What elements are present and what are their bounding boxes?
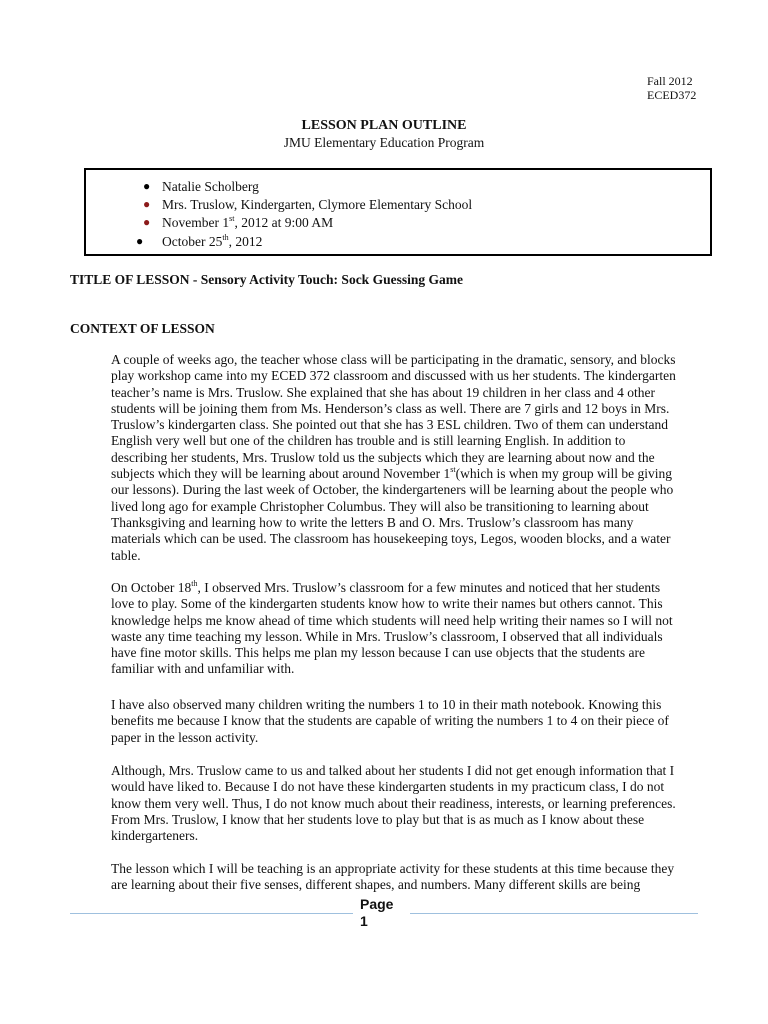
obs-date-suffix: , 2012 bbox=[228, 234, 263, 249]
footer-divider-left bbox=[70, 913, 353, 914]
ordinal-sup: st bbox=[450, 464, 456, 474]
paragraph-appropriate bbox=[111, 861, 691, 894]
document-title: LESSON PLAN OUTLINE bbox=[301, 118, 467, 133]
obs-date-prefix: October 25 bbox=[162, 234, 223, 249]
bullet-icon: ● bbox=[136, 234, 144, 248]
lesson-title: TITLE OF LESSON - Sensory Activity Touch: Sock Guessing Game bbox=[70, 272, 463, 287]
text-line: our lessons). During the last week of October, the kindergarteners will be learning about the people who bbox=[111, 482, 674, 498]
text-line: English very well but one of the children has trouble and is still learning English. In addition to bbox=[111, 433, 626, 449]
info-box bbox=[84, 168, 712, 256]
lesson-date-sup: st bbox=[229, 213, 235, 223]
text-line: I have also observed many children writing the numbers 1 to 10 in their math notebook. Knowing this bbox=[111, 697, 662, 712]
text-line: From Mrs. Truslow, I know that her students love to play but that is as much as I know about these bbox=[111, 811, 645, 827]
text-line: teacher’s name is Mrs. Truslow. She explained that she has about 19 children in her class and 4 other bbox=[111, 384, 656, 400]
paragraph-information bbox=[111, 763, 691, 844]
text-line: know them very well. Thus, I do not know much about their readiness, interests, or learning preferences. bbox=[111, 795, 676, 811]
text-line: Thanksgiving and learning how to write the letters B and O. Mrs. Truslow’s classroom has many bbox=[111, 514, 634, 530]
text-fragment: (which is when my group will be giving bbox=[455, 466, 672, 482]
context-heading: CONTEXT OF LESSON bbox=[70, 321, 215, 336]
ordinal-sup: th bbox=[191, 578, 198, 588]
text-fragment: On October 18 bbox=[111, 580, 192, 595]
text-line: love to play. Some of the kindergarten students know how to write their names but others cannot. This bbox=[111, 596, 663, 612]
page-number bbox=[360, 896, 393, 930]
text-line: lived long ago for example Christopher Columbus. They will also be transitioning to learning about bbox=[111, 498, 649, 514]
text-line bbox=[111, 466, 691, 482]
bullet-icon: ● bbox=[143, 179, 151, 193]
page-number-value: 1 bbox=[360, 913, 368, 929]
lesson-date-prefix: November 1 bbox=[162, 215, 230, 230]
term-text: Fall 2012 bbox=[647, 74, 693, 88]
footer-divider-right bbox=[410, 913, 698, 914]
text-line: benefits me because I know that the students are capable of writing the numbers 1 to 4 on their piece of bbox=[111, 713, 669, 729]
text-line: Although, Mrs. Truslow came to us and talked about her students I did not get enough information that I bbox=[111, 763, 675, 778]
page-label-text: Page bbox=[360, 896, 394, 912]
text-line: students will be joining them from Ms. Henderson’s class as well. There are 7 girls and 12 boys in Mrs. bbox=[111, 400, 670, 416]
bullet-icon: ● bbox=[143, 197, 151, 211]
text-line: knowledge helps me know ahead of time which students will need help writing their names so I will not bbox=[111, 612, 673, 628]
text-fragment: , I observed Mrs. Truslow’s classroom for a few minutes and noticed that her students bbox=[197, 580, 661, 595]
text-line: The lesson which I will be teaching is an appropriate activity for these students at this time because they bbox=[111, 861, 675, 876]
teacher-info: Mrs. Truslow, Kindergarten, Clymore Elementary School bbox=[162, 197, 473, 212]
text-line: table. bbox=[111, 547, 141, 563]
course-header bbox=[647, 74, 696, 102]
text-line: waste any time teaching my lesson. While in Mrs. Truslow’s classroom, I observed that all individuals bbox=[111, 628, 663, 644]
bullet-icon: ● bbox=[143, 215, 151, 229]
obs-date-sup: th bbox=[222, 232, 229, 242]
student-name: Natalie Scholberg bbox=[162, 179, 259, 194]
text-line: materials which can be used. The classroom has housekeeping toys, Legos, wooden blocks, and a water bbox=[111, 531, 671, 547]
info-teacher bbox=[143, 197, 473, 213]
text-line: describing her students, Mrs. Truslow told us the subjects which they are learning about now and the bbox=[111, 449, 655, 465]
info-obs-date bbox=[136, 232, 263, 250]
text-fragment: subjects which they will be learning about around November 1 bbox=[111, 466, 451, 482]
info-lesson-date bbox=[143, 213, 334, 231]
text-line bbox=[111, 580, 691, 596]
text-line: play workshop came into my ECED 372 classroom and discussed with us her students. The kindergarten bbox=[111, 368, 676, 384]
paragraph-context bbox=[111, 352, 691, 564]
program-name: JMU Elementary Education Program bbox=[283, 135, 485, 150]
paragraph-observation bbox=[111, 580, 691, 678]
text-line: paper in the lesson activity. bbox=[111, 729, 259, 745]
text-line: familiar with and unfamiliar with. bbox=[111, 661, 295, 677]
text-line: are learning about their five senses, different shapes, and numbers. Many different skills are being bbox=[111, 877, 641, 893]
info-name bbox=[143, 179, 259, 195]
course-code: ECED372 bbox=[647, 88, 697, 102]
text-line: would have liked to. Because I do not have these kindergarten students in my practicum class, I do not bbox=[111, 779, 665, 795]
text-line: have fine motor skills. This helps me plan my lesson because I can use objects that the students are bbox=[111, 645, 645, 661]
text-line: A couple of weeks ago, the teacher whose class will be participating in the dramatic, sensory, and blocks bbox=[111, 352, 676, 367]
text-line: kindergarteners. bbox=[111, 828, 199, 844]
lesson-date-suffix: , 2012 at 9:00 AM bbox=[234, 215, 334, 230]
paragraph-numbers bbox=[111, 697, 691, 746]
text-line: Truslow’s kindergarten class. She pointed out that she has 3 ESL children. Two of them can understand bbox=[111, 417, 668, 433]
